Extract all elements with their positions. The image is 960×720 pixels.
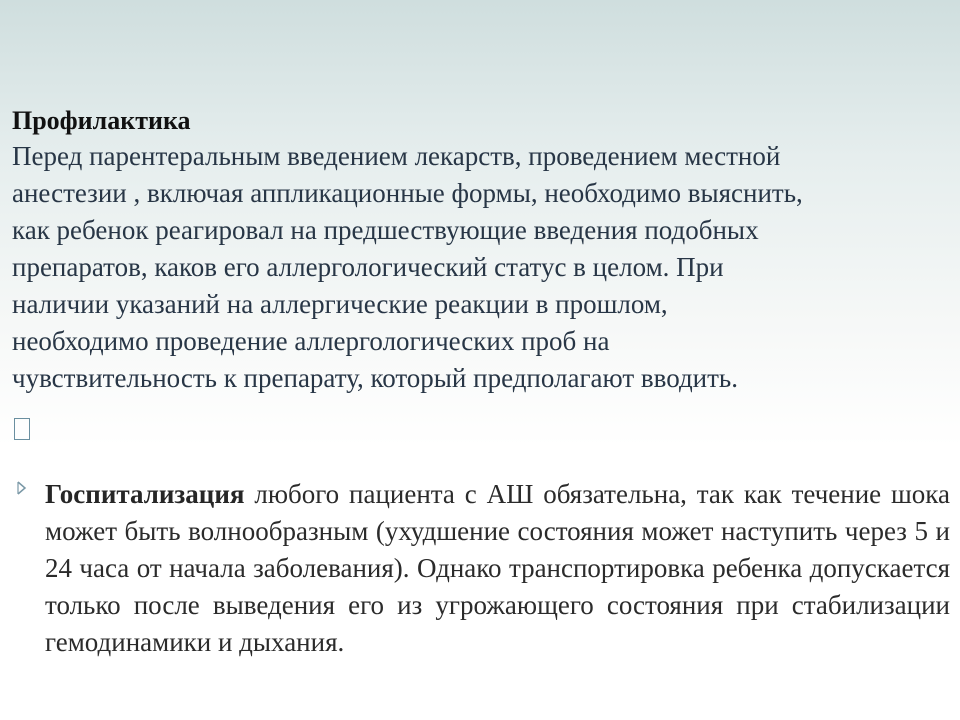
prevention-section bbox=[12, 104, 952, 397]
hospitalization-title: Госпитализация bbox=[45, 479, 245, 509]
prevention-paragraph: Перед парентеральным введением лекарств, проведением местной анестезии , включая аппликационные формы, необходимо выяснить, как ребенок реагировал на предшествующие введения подобных препаратов, каков его аллергологический статус в целом. При наличии указаний на аллергические реакции в прошлом, необходимо проведение аллергологических проб на чувствительность к препарату, который предполагают вводить. bbox=[12, 141, 803, 393]
arrow-bullet-icon bbox=[14, 479, 32, 497]
empty-square-icon bbox=[14, 418, 30, 440]
hospitalization-paragraph bbox=[45, 476, 950, 661]
prevention-heading: Профилактика bbox=[12, 106, 191, 135]
hospitalization-text: любого пациента с АШ обязательна, так как течение шока может быть волнообразным (ухудшение состояния может наступить через 5 и 24 часа от начала заболевания). Однако транспортировка ребенка допускается только после выведения его из угрожающего состояния при стабилизации гемодинамики и дыхания. bbox=[45, 479, 950, 657]
